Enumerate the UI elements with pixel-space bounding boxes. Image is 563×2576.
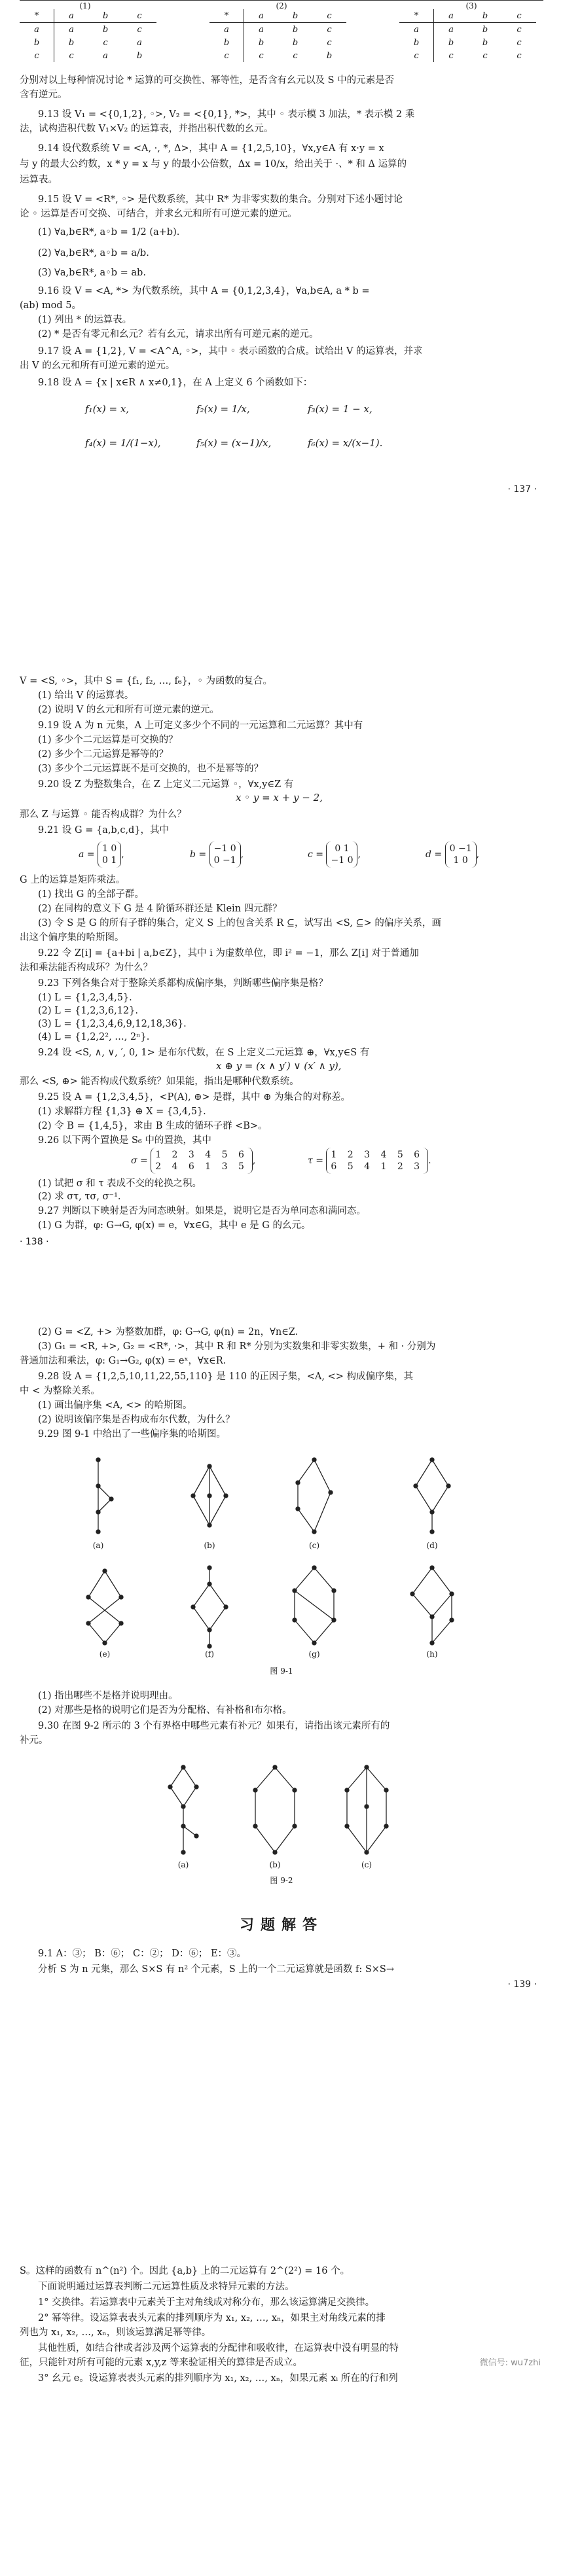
figure-label: (b) xyxy=(204,1541,215,1550)
hasse-diagram-a xyxy=(96,1458,113,1534)
operation-table-3: * a b c a a b c b b b c c c c c xyxy=(399,9,536,62)
table-label-1: (1) xyxy=(79,1,91,10)
exercise-9-27: 9.27 判断以下映射是否为同态映射。如果是，说明它是否为单同态和满同态。 xyxy=(38,1206,366,1216)
page-137 xyxy=(0,0,563,556)
item-2: (2) 令 B = {1,4,5}，求由 B 生成的循环子群 <B>。 xyxy=(38,1121,268,1131)
text-line: 那么 Z 与运算 ◦ 能否构成群？为什么？ xyxy=(20,809,187,820)
item-1: (1) 指出哪些不是格并说明理由。 xyxy=(38,1691,178,1701)
text-line: 普通加法和乘法，φ: G₁→G₂, φ(x) = eˣ，∀x∈R. xyxy=(20,1356,227,1366)
text-line: 中 < 为整除关系。 xyxy=(20,1386,100,1396)
text-line: 与 y 的最大公约数，x * y = x 与 y 的最小公倍数，Δx = 10/x，给出关于 ·、* 和 Δ 运算的 xyxy=(20,159,407,169)
hasse-diagram-h xyxy=(410,1566,454,1645)
function-f4: f₄(x) = 1/(1−x), xyxy=(85,437,161,449)
page-number: · 138 · xyxy=(20,1237,49,1247)
equation: x ◦ y = x + y − 2, xyxy=(236,792,323,803)
figure-label: (c) xyxy=(361,1860,372,1869)
item-1: (1) L = {1,2,3,4,5}. xyxy=(38,993,132,1003)
figure-label: (h) xyxy=(426,1650,438,1659)
text-line: 运算表。 xyxy=(20,175,58,185)
item-1: (1) 多少个二元运算是可交换的？ xyxy=(38,735,178,745)
rule-3: 3° 幺元 e。设运算表表头元素的排列顺序为 x₁, x₂, …, xₙ，如果元素 xᵢ 所在的行和列 xyxy=(38,2373,398,2384)
page-139 xyxy=(0,1325,563,2254)
item-1: (1) 试把 σ 和 τ 表成不交的轮换之积。 xyxy=(38,1178,202,1189)
page-number: · 137 · xyxy=(507,484,537,495)
item-3: (3) L = {1,2,3,4,6,9,12,18,36}. xyxy=(38,1019,187,1029)
text-line: 出这个偏序集的哈斯图。 xyxy=(20,932,124,943)
exercise-9-22: 9.22 令 Z[i] = {a+bi | a,b∈Z}，其中 i 为虚数单位，即 i² = −1，那么 Z[i] 对于普通加 xyxy=(38,948,419,959)
matrix-d: d = 0 −1 1 0, xyxy=(426,841,479,868)
rule-2: 2° 幂等律。设运算表表头元素的排列顺序为 x₁, x₂, …, xₙ，如果主对角线元素的排 xyxy=(38,2313,386,2323)
item-1: (1) 给出 V 的运算表。 xyxy=(38,690,134,701)
figure-label: (a) xyxy=(92,1541,104,1550)
table-label-2: (2) xyxy=(276,1,287,10)
exercise-9-26: 9.26 以下两个置换是 S₆ 中的置换，其中 xyxy=(38,1135,211,1146)
lattice-b xyxy=(253,1765,297,1854)
watermark: 微信号: wu7zhi xyxy=(479,2358,541,2368)
item-2: (2) * 是否有零元和幺元？若有幺元，请求出所有可逆元素的逆元。 xyxy=(38,329,319,340)
equation: x ⊕ y = (x ∧ y′) ∨ (x′ ∧ y), xyxy=(216,1060,342,1072)
text-line: 其他性质，如结合律或者涉及两个运算表的分配律和吸收律，在运算表中没有明显的特 xyxy=(38,2343,399,2354)
permutation-sigma: σ = 1 2 3 4 5 6 2 4 6 1 3 5, xyxy=(131,1148,255,1174)
item-1: (1) 求解群方程 {1,3} ⊕ X = {3,4,5}. xyxy=(38,1106,206,1117)
item-2: (2) 在同构的意义下 G 是 4 阶循环群还是 Klein 四元群？ xyxy=(38,904,282,914)
operation-table-2: * a b c a a b c b b b c c c c b xyxy=(209,9,346,62)
figure-caption: 图 9-1 xyxy=(270,1667,293,1676)
figure-label: (g) xyxy=(308,1650,320,1659)
text-line: 法和乘法能否构成环？为什么？ xyxy=(20,962,153,973)
exercise-9-17: 9.17 设 A = {1,2}, V = <A^A, ◦>，其中 ◦ 表示函数的合成。试给出 V 的运算表，并求 xyxy=(38,346,423,357)
lattice-a xyxy=(168,1765,198,1854)
exercise-9-18: 9.18 设 A = {x | x∈R ∧ x≠0,1}，在 A 上定义 6 个函数如下： xyxy=(38,378,313,388)
item-3: (3) G₁ = <R, +>, G₂ = <R*, ·>，其中 R 和 R* 分别为实数集和非零实数集，+ 和 · 分别为 xyxy=(38,1341,436,1352)
exercise-9-19: 9.19 设 A 为 n 元集，A 上可定义多少个不同的一元运算和二元运算？其中有 xyxy=(38,720,363,731)
text-line: 征，只能针对所有可能的元素 x,y,z 等来验证相关的算律是否成立。 xyxy=(20,2357,303,2368)
text-line: G 上的运算是矩阵乘法。 xyxy=(20,875,126,885)
exercise-9-30: 9.30 在图 9-2 所示的 3 个有界格中哪些元素有补元？如果有，请指出该元素所有的 xyxy=(38,1721,390,1731)
item-1: (1) 找出 G 的全部子群。 xyxy=(38,889,144,900)
item-2: (2) 说明 V 的幺元和所有可逆元素的逆元。 xyxy=(38,705,219,715)
text-line: 法，试构造积代数 V₁×V₂ 的运算表，并指出积代数的幺元。 xyxy=(20,124,274,134)
function-f1: f₁(x) = x, xyxy=(85,403,130,415)
hasse-diagram-b xyxy=(191,1464,228,1527)
exercise-9-29: 9.29 图 9-1 中给出了一些偏序集的哈斯图。 xyxy=(38,1429,226,1439)
text-line: S。这样的函数有 n^(n²) 个。因此 {a,b} 上的二元运算有 2^(2²) = 16 个。 xyxy=(20,2266,350,2276)
text-line: (ab) mod 5。 xyxy=(20,300,81,311)
section-title: 习题解答 xyxy=(239,1917,323,1933)
exercise-9-23: 9.23 下列各集合对于整除关系都构成偏序集，判断哪些偏序集是格？ xyxy=(38,978,328,989)
hasse-diagram-f xyxy=(191,1566,228,1648)
hasse-diagram-d xyxy=(414,1458,450,1534)
operation-table-1: * a b c a a b c b b c a c c a b xyxy=(20,9,156,62)
figure-label: (b) xyxy=(269,1860,281,1869)
hasse-diagram-g xyxy=(293,1566,336,1645)
text-line: V = <S, ◦>，其中 S = {f₁, f₂, …, f₆}，◦ 为函数的复合。 xyxy=(20,676,273,686)
matrix-c: c = 0 1 −1 0, xyxy=(308,841,361,868)
text-line: 分别对以上每种情况讨论 * 运算的可交换性、幂等性，是否含有幺元以及 S 中的元素是否 xyxy=(20,75,395,86)
figure-label: (d) xyxy=(426,1541,438,1550)
exercise-9-20: 9.20 设 Z 为整数集合，在 Z 上定义二元运算 ◦，∀x,y∈Z 有 xyxy=(38,779,294,790)
function-f6: f₆(x) = x/(x−1). xyxy=(308,437,383,449)
exercise-9-24: 9.24 设 <S, ∧, ∨, ′, 0, 1> 是布尔代数，在 S 上定义二元运算 ⊕，∀x,y∈S 有 xyxy=(38,1048,370,1058)
figure-9-1 xyxy=(79,1447,498,1663)
figure-label: (c) xyxy=(308,1541,320,1550)
exercise-9-13: 9.13 设 V₁ = <{0,1,2}, ◦>, V₂ = <{0,1}, *>，其中 ◦ 表示模 3 加法，* 表示模 2 乘 xyxy=(38,109,415,120)
item-2: (2) G = <Z, +> 为整数加群，φ: G→G, φ(n) = 2n，∀n∈Z. xyxy=(38,1327,299,1337)
analysis-line: 分析 S 为 n 元集，那么 S×S 有 n² 个元素，S 上的一个二元运算就是函数 f: S×S→ xyxy=(38,1964,394,1975)
item-3: (3) 令 S 是 G 的所有子群的集合，定义 S 上的包含关系 R ⊆，试写出 <S, ⊆> 的偏序关系，画 xyxy=(38,918,441,928)
function-f3: f₃(x) = 1 − x, xyxy=(308,403,372,415)
permutation-tau: τ = 1 2 3 4 5 6 6 5 4 1 2 3. xyxy=(308,1148,431,1174)
item-1: (1) G 为群，φ: G→G, φ(x) = e，∀x∈G，其中 e 是 G 的幺元。 xyxy=(38,1220,311,1231)
item-1: (1) 画出偏序集 <A, <> 的哈斯图。 xyxy=(38,1400,192,1411)
item-2: (2) ∀a,b∈R*, a◦b = a/b. xyxy=(38,248,149,258)
table-label-3: (3) xyxy=(465,1,477,10)
item-2: (2) 求 στ, τσ, σ⁻¹. xyxy=(38,1191,121,1202)
text-line: 出 V 的幺元和所有可逆元素的逆元。 xyxy=(20,361,175,371)
matrix-b: b = −1 0 0 −1, xyxy=(190,841,244,868)
exercise-9-25: 9.25 设 A = {1,2,3,4,5}，<P(A), ⊕> 是群，其中 ⊕ 为集合的对称差。 xyxy=(38,1092,351,1103)
figure-caption: 图 9-2 xyxy=(270,1876,293,1885)
text-line: 补元。 xyxy=(20,1735,48,1746)
item-2: (2) 多少个二元运算是幂等的？ xyxy=(38,749,169,760)
figure-label: (f) xyxy=(205,1650,214,1659)
item-1: (1) ∀a,b∈R*, a◦b = 1/2 (a+b). xyxy=(38,227,180,238)
item-4: (4) L = {1,2,2², …, 2ⁿ}. xyxy=(38,1032,150,1042)
figure-label: (a) xyxy=(177,1860,189,1869)
exercise-9-16: 9.16 设 V = <A, *> 为代数系统，其中 A = {0,1,2,3,4}，∀a,b∈A, a * b = xyxy=(38,286,370,296)
item-3: (3) ∀a,b∈R*, a◦b = ab. xyxy=(38,268,146,278)
exercise-9-14: 9.14 设代数系统 V = <A, ·, *, Δ>，其中 A = {1,2,5,10}，∀x,y∈A 有 x·y = x xyxy=(38,143,384,154)
answer-9-1: 9.1 A：③； B：⑥； C：②； D：⑥； E：③。 xyxy=(38,1949,247,1959)
item-2: (2) 说明该偏序集是否构成布尔代数，为什么？ xyxy=(38,1415,235,1425)
text-line: 下面说明通过运算表判断二元运算性质及求特异元素的方法。 xyxy=(38,2282,295,2292)
item-3: (3) 多少个二元运算既不是可交换的，也不是幂等的？ xyxy=(38,764,264,774)
text-line: 含有逆元。 xyxy=(20,90,67,100)
hasse-diagram-c xyxy=(296,1458,333,1534)
function-f5: f₅(x) = (x−1)/x, xyxy=(196,437,272,449)
text-line: 那么 <S, ⊕> 能否构成代数系统？如果能，指出是哪种代数系统。 xyxy=(20,1076,299,1087)
figure-label: (e) xyxy=(99,1650,111,1659)
lattice-c xyxy=(345,1765,388,1854)
exercise-9-21: 9.21 设 G = {a,b,c,d}，其中 xyxy=(38,825,170,836)
function-f2: f₂(x) = 1/x, xyxy=(196,403,250,415)
rule-1: 1° 交换律。若运算表中元素关于主对角线成对称分布，那么该运算满足交换律。 xyxy=(38,2297,375,2308)
matrix-a: a = 1 0 0 1, xyxy=(79,841,124,868)
hasse-diagram-e xyxy=(86,1569,123,1645)
page-138 xyxy=(0,674,563,1247)
item-1: (1) 列出 * 的运算表。 xyxy=(38,315,132,325)
item-2: (2) 对那些是格的说明它们是否为分配格、有补格和布尔格。 xyxy=(38,1705,292,1716)
exercise-9-15: 9.15 设 V = <R*, ◦> 是代数系统，其中 R* 为非零实数的集合。分别对下述小题讨论 xyxy=(38,194,403,205)
item-2: (2) L = {1,2,3,6,12}. xyxy=(38,1006,138,1016)
text-line: 列也为 x₁, x₂, …, xₙ，则该运算满足幂等律。 xyxy=(20,2327,211,2338)
page-140 xyxy=(0,2264,563,2576)
exercise-9-28: 9.28 设 A = {1,2,5,10,11,22,55,110} 是 110 的正因子集，<A, <> 构成偏序集，其 xyxy=(38,1371,413,1382)
text-line: 论 ◦ 运算是否可交换、可结合，并求幺元和所有可逆元素的逆元。 xyxy=(20,209,297,219)
page-number: · 139 · xyxy=(507,1979,537,1990)
